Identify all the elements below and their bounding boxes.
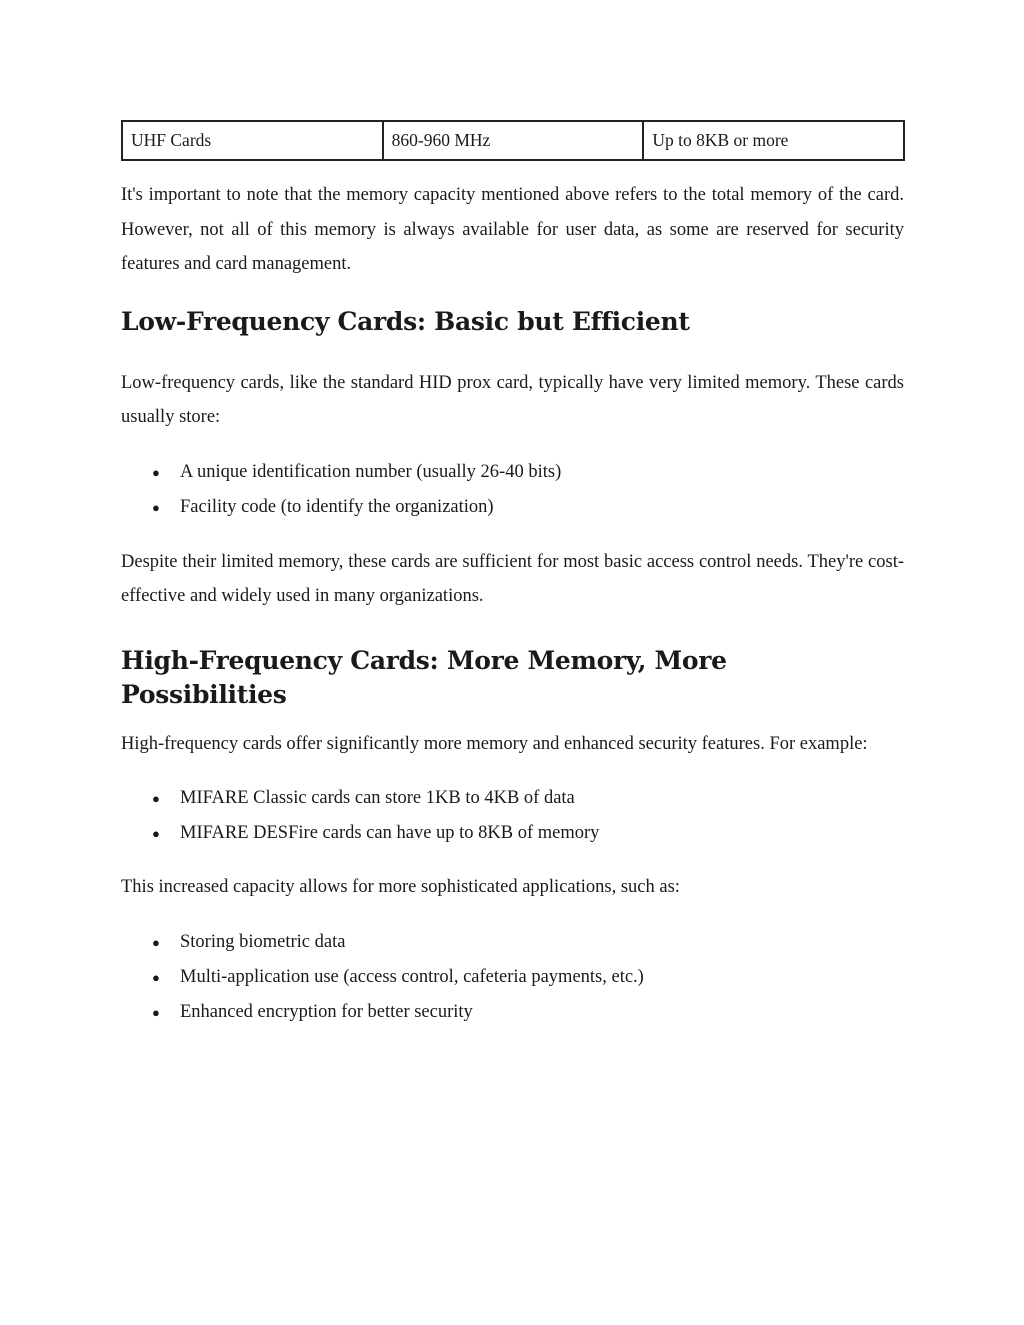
table-cell-memory: Up to 8KB or more (643, 121, 904, 160)
intro-note-paragraph: It's important to note that the memory capacity mentioned above refers to the total memory of the card. However, not all of this memory is always available for user data, as some are reserved for security features and card management. (121, 185, 904, 274)
bullet-icon: ● (152, 499, 160, 515)
bullet-icon: ● (152, 969, 160, 985)
high-frequency-heading-line1: High-Frequency Cards: More Memory, More (121, 645, 727, 675)
bullet-icon: ● (152, 464, 160, 480)
list-item: ● Multi-application use (access control, cafeteria payments, etc.) (121, 960, 904, 995)
applications-bullet-list (121, 925, 904, 1030)
low-frequency-intro-paragraph: Low-frequency cards, like the standard HID prox card, typically have very limited memory. These cards usually store: (121, 372, 904, 427)
low-frequency-bullet-list (121, 455, 904, 525)
low-frequency-heading: Low-Frequency Cards: Basic but Efficient (121, 306, 690, 336)
list-item: ● MIFARE DESFire cards can have up to 8KB of memory (121, 816, 904, 851)
table-cell-frequency: 860-960 MHz (383, 121, 644, 160)
list-item: ● A unique identification number (usually 26-40 bits) (121, 455, 904, 490)
high-frequency-heading-line2: Possibilities (121, 679, 287, 709)
bullet-icon: ● (152, 826, 160, 841)
applications-intro-paragraph: This increased capacity allows for more sophisticated applications, such as: (121, 877, 680, 897)
table-row (122, 121, 904, 160)
document-page (121, 120, 904, 1030)
bullet-icon: ● (152, 791, 160, 806)
high-frequency-bullet-list (121, 781, 904, 851)
list-item: ● Facility code (to identify the organization) (121, 490, 904, 525)
low-frequency-summary-paragraph: Despite their limited memory, these cards are sufficient for most basic access control needs. They're cost-effective and widely used in many organizations. (121, 551, 904, 606)
table-cell-card-type: UHF Cards (122, 121, 383, 160)
list-item: ● Enhanced encryption for better security (121, 995, 904, 1030)
high-frequency-heading (121, 644, 904, 712)
high-frequency-intro-paragraph: High-frequency cards offer significantly more memory and enhanced security features. For example: (121, 733, 868, 754)
bullet-icon: ● (152, 1004, 160, 1020)
list-item: ● Storing biometric data (121, 925, 904, 960)
card-spec-table (121, 120, 905, 161)
bullet-icon: ● (152, 934, 160, 950)
list-item: ● MIFARE Classic cards can store 1KB to 4KB of data (121, 781, 904, 816)
